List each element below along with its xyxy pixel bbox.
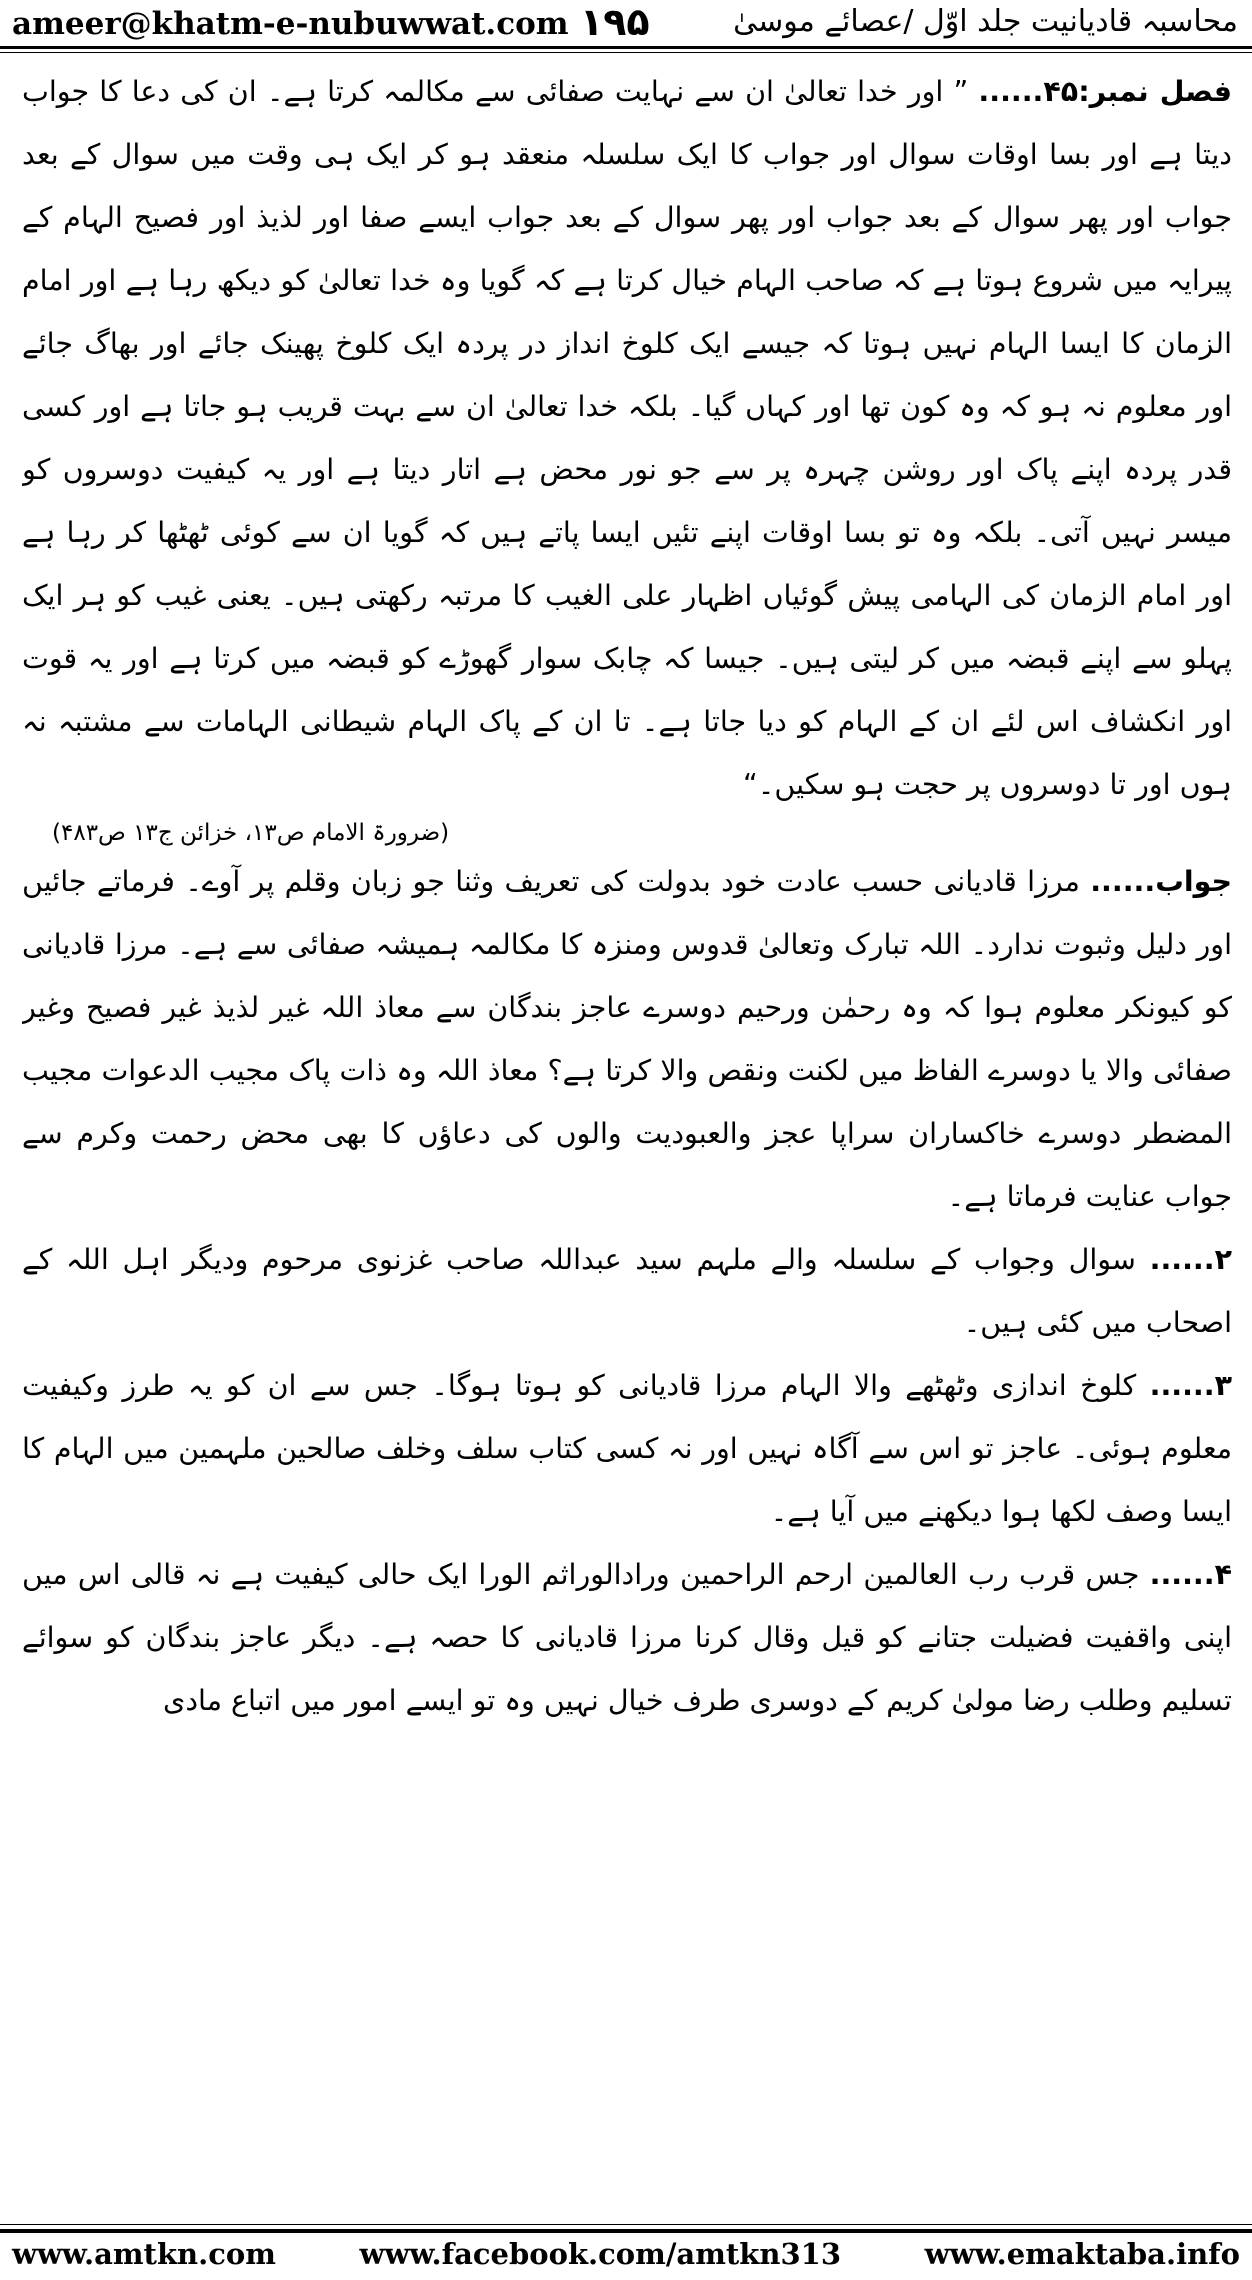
footer-rule-thin	[0, 2224, 1252, 2225]
item-2-number: ۲......	[1149, 1243, 1232, 1276]
item-4-text: جس قرب رب العالمین ارحم الراحمین ورادالوراثم الورا ایک حالی کیفیت ہے نہ قالی اس میں اپنی واقفیت فضیلت جتانے کو قیل وقال کرنا مرزا قادیانی کا حصہ ہے۔ دیگر عاجز بندگان کو سوائے تسلیم وطلب رضا مولیٰ کریم کے دوسری طرف خیال نہیں وہ تو ایسے امور میں اتباع مادی	[22, 1558, 1232, 1717]
item-2-text: سوال وجواب کے سلسلہ والے ملہم سید عبداللہ صاحب غزنوی مرحوم ودیگر اہل اللہ کے اصحاب میں کئی ہیں۔	[22, 1243, 1232, 1339]
list-item-3	[22, 1354, 1232, 1543]
quote-reference: (ضرورۃ الامام ص۱۳، خزائن ج۱۳ ص۴۸۳)	[52, 820, 450, 846]
list-item-4	[22, 1543, 1232, 1732]
footer-link-amtkn[interactable]: www.amtkn.com	[12, 2237, 276, 2271]
quote-paragraph	[22, 60, 1232, 816]
page-content	[22, 60, 1232, 2172]
page-footer	[0, 2237, 1252, 2277]
item-4-number: ۴......	[1149, 1558, 1232, 1591]
item-3-text: کلوخ اندازی وٹھٹھے والا الہام مرزا قادیانی کو ہوتا ہوگا۔ جس سے ان کو یہ طرز وکیفیت معلوم ہوئی۔ عاجز تو اس سے آگاہ نہیں اور نہ کسی کتاب سلف وخلف صالحین ملہمین میں الہام کا ایسا وصف لکھا ہوا دیکھنے میں آیا ہے۔	[22, 1369, 1232, 1528]
header-rule-thin	[0, 52, 1252, 53]
answer-text: مرزا قادیانی حسب عادت خود بدولت کی تعریف وثنا جو زبان وقلم پر آوے۔ فرماتے جائیں اور دلیل وثبوت ندارد۔ اللہ تبارک وتعالیٰ قدوس ومنزہ کا مکالمہ ہمیشہ صفائی سے ہے۔ مرزا قادیانی کو کیونکر معلوم ہوا کہ وہ رحمٰن ورحیم دوسرے عاجز بندگان سے معاذ اللہ غیر لذیذ غیر فصیح وغیر صفائی والا یا دوسرے الفاظ میں لکنت ونقص والا کرتا ہے؟ معاذ اللہ وہ ذات پاک مجیب الدعوات مجیب المضطر دوسرے خاکساران سراپا عجز والعبودیت والوں کی دعاؤں کا بھی محض رحمت وکرم سے جواب عنایت فرماتا ہے۔	[22, 865, 1232, 1213]
answer-label: جواب......	[1090, 865, 1232, 898]
header-rule-thick	[0, 46, 1252, 49]
answer-paragraph	[22, 850, 1232, 1228]
footer-link-facebook[interactable]: www.facebook.com/amtkn313	[359, 2237, 841, 2271]
section-label: فصل نمبر:۴۵......	[978, 75, 1232, 108]
page-number: ۱۹۵	[580, 0, 650, 44]
book-title: محاسبہ قادیانیت جلد اوّل /عصائے موسیٰ	[733, 4, 1238, 39]
item-3-number: ۳......	[1149, 1369, 1232, 1402]
page-header	[0, 0, 1252, 50]
list-item-2	[22, 1228, 1232, 1354]
header-email: ameer@khatm-e-nubuwwat.com	[12, 6, 569, 42]
footer-link-emaktaba[interactable]: www.emaktaba.info	[924, 2237, 1240, 2271]
footer-rule-thick	[0, 2229, 1252, 2233]
quote-text: ” اور خدا تعالیٰ ان سے نہایت صفائی سے مکالمہ کرتا ہے۔ ان کی دعا کا جواب دیتا ہے اور بسا اوقات سوال اور جواب کا ایک سلسلہ منعقد ہو کر ایک ہی وقت میں سوال کے بعد جواب اور پھر سوال کے بعد جواب اور پھر سوال کے بعد جواب ایسے صفا اور لذیذ اور فصیح الہام کے پیرایہ میں شروع ہوتا ہے کہ صاحب الہام خیال کرتا ہے کہ گویا وہ خدا تعالیٰ کو دیکھ رہا ہے اور امام الزمان کا ایسا الہام نہیں ہوتا کہ جیسے ایک کلوخ انداز در پردہ ایک کلوخ پھینک جائے اور بھاگ جائے اور معلوم نہ ہو کہ وہ کون تھا اور کہاں گیا۔ بلکہ خدا تعالیٰ ان سے بہت قریب ہو جاتا ہے اور کسی قدر پردہ اپنے پاک اور روشن چہرہ پر سے جو نور محض ہے اتار دیتا ہے اور یہ کیفیت دوسروں کو میسر نہیں آتی۔ بلکہ وہ تو بسا اوقات اپنے تئیں ایسا پاتے ہیں کہ گویا ان سے کوئی ٹھٹھا کر رہا ہے اور امام الزمان کی الہامی پیش گوئیاں اظہار علی الغیب کا مرتبہ رکھتی ہیں۔ یعنی غیب کو ہر ایک پہلو سے اپنے قبضہ میں کر لیتی ہیں۔ جیسا کہ چابک سوار گھوڑے کو قبضہ میں کرتا ہے اور یہ قوت اور انکشاف اس لئے ان کے الہام کو دیا جاتا ہے۔ تا ان کے پاک الہام شیطانی الہامات سے مشتبہ نہ ہوں اور تا دوسروں پر حجت ہو سکیں۔“	[22, 75, 1232, 801]
